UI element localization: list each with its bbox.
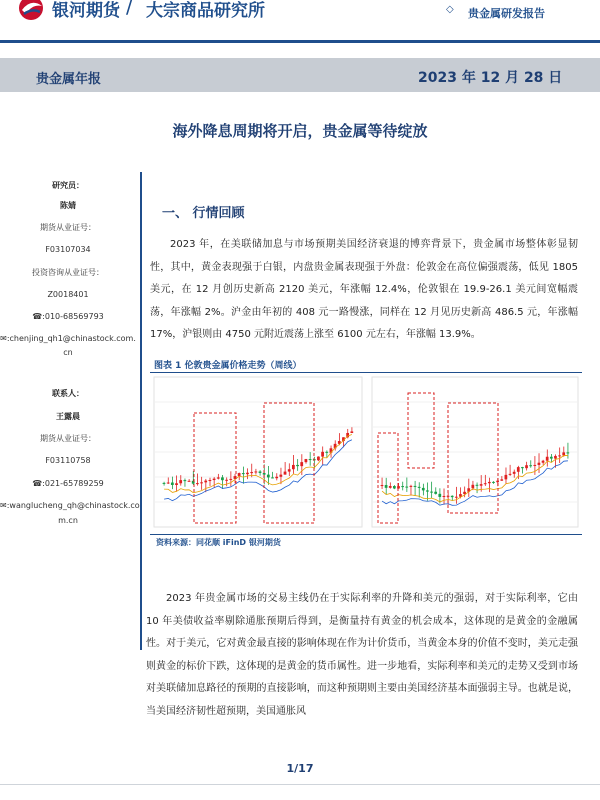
candle-body <box>238 473 241 476</box>
candle-body <box>221 477 224 480</box>
candle-body <box>179 480 182 483</box>
candle-body <box>275 477 278 478</box>
candle-body <box>533 465 536 466</box>
figure-source: 资料来源：同花顺 iFinD 银河期货 <box>156 538 281 547</box>
candle-body <box>317 457 320 461</box>
candle-body <box>213 479 216 480</box>
candle-body <box>217 477 220 478</box>
contact-name: 王露晨 <box>56 412 80 421</box>
report-date: 2023 年 12 月 28 日 <box>418 70 563 86</box>
candle-body <box>546 457 549 461</box>
candle-body <box>542 461 545 463</box>
candle-body <box>309 459 312 460</box>
footer-rule <box>0 784 600 785</box>
candle-body <box>325 452 328 453</box>
advisory-cert-label: 投资咨询从业证号： <box>32 268 104 277</box>
candle-body <box>401 486 404 487</box>
candle-body <box>509 474 512 475</box>
candle-body <box>389 486 392 488</box>
candle-body <box>443 496 446 497</box>
candle-body <box>385 485 388 488</box>
report-type: 贵金属研发报告 <box>468 7 545 20</box>
figure-bottom-rule <box>150 534 582 535</box>
candle-body <box>566 452 569 453</box>
candle-body <box>292 465 295 469</box>
paragraph-market-review: 2023 年，在美联储加息与市场预期美国经济衰退的博弈背景下，贵金属市场整体彰显韧性，其中，黄金表现强于白银，内盘贵金属表现强于外盘：伦敦金在高位偏强震荡，低见 1805 美元，在 12 月创历史新高 2120 美元，年涨幅 12.4%，伦敦银在 19.9-26.1 美元间宽幅震荡，年涨幅 2%。沪金由年初的 408 元一路慢涨，同样在 12 月见历史新高 486.5 元，年涨幅 17%，沪银则由 4750 元附近震荡上涨至 6100 元左右，年涨幅 13.9%。 <box>150 239 578 340</box>
figure-caption: 图表 1 伦敦贵金属价格走势（周线） <box>154 361 302 371</box>
candle-body <box>484 483 487 484</box>
section-heading: 一、 行情回顾 <box>162 206 245 221</box>
candle-body <box>163 483 166 484</box>
candle-body <box>279 475 282 477</box>
candle-body <box>410 486 413 487</box>
company-logo-icon <box>16 0 46 22</box>
candle-body <box>414 486 417 487</box>
candle-body <box>350 431 353 433</box>
futures-cert: F03107034 <box>45 245 91 254</box>
company-name: 银河期货 <box>52 1 120 21</box>
candle-body <box>521 467 524 468</box>
advisory-cert: Z0018401 <box>47 290 89 299</box>
candle-body <box>418 487 421 488</box>
candle-body <box>422 488 425 491</box>
candle-body <box>500 479 503 480</box>
contact-email[interactable]: ✉:wanglucheng_qh@chinastock.co <box>0 501 140 510</box>
candle-body <box>476 485 479 486</box>
candle-body <box>451 496 454 497</box>
candle-body <box>200 482 203 483</box>
candle-body <box>438 494 441 497</box>
paragraph-drivers: 2023 年贵金属市场的交易主线仍在于实际利率的升降和美元的强弱，对于实际利率，它由 10 年美债收益率剔除通胀预期后得到，是衡量持有黄金的机会成本，这体现的是黄金的金融属性。对于美元，它对黄金最直接的影响体现在作为计价货币，当黄金本身的价值不变时，美元走强则黄金的标价下跌，这体现的是黄金的货币属性。进一步地看，实际利率和美元的走势又受到市场对美联储加息路径的预期的直接影响，而这种预期则主要由美国经济基本面强弱主导。也就是说，当美国经济韧性超预期，美国通胀风 <box>146 593 578 717</box>
candle-body <box>204 481 207 483</box>
candle-body <box>471 485 474 488</box>
candle-body <box>381 485 384 486</box>
candle-body <box>550 457 553 459</box>
candle-body <box>229 479 232 480</box>
candle-body <box>209 480 212 481</box>
candle-body <box>288 469 291 471</box>
page-number: 1/17 <box>286 762 314 775</box>
candle-body <box>480 484 483 486</box>
contact-cert: F03110758 <box>45 456 91 465</box>
candle-body <box>246 473 249 474</box>
candle-body <box>300 462 303 466</box>
candle-body <box>513 472 516 474</box>
candle-body <box>558 455 561 456</box>
candle-body <box>538 463 541 465</box>
contact-email-cont[interactable]: m.cn <box>58 516 78 525</box>
candle-body <box>296 465 299 466</box>
researcher-email-cont[interactable]: cn <box>63 348 73 357</box>
candle-body <box>263 473 266 475</box>
candle-body <box>562 452 565 455</box>
candle-body <box>183 480 186 481</box>
researcher-label: 研究员： <box>52 181 84 190</box>
candle-body <box>488 482 491 483</box>
candle-body <box>284 472 287 475</box>
price-chart <box>150 373 582 533</box>
candle-body <box>259 471 262 473</box>
candle-body <box>393 486 396 488</box>
candle-body <box>171 483 174 485</box>
candle-body <box>492 482 495 483</box>
candle-body <box>525 465 528 468</box>
candle-body <box>267 475 270 478</box>
candle-body <box>434 492 437 494</box>
researcher-phone: ☎:010-68569793 <box>32 312 104 321</box>
candle-body <box>505 475 508 479</box>
candle-body <box>167 483 170 484</box>
candle-body <box>254 471 257 472</box>
candle-body <box>225 480 228 481</box>
header-divider: / <box>126 0 133 18</box>
contact-phone: ☎:021-65789259 <box>32 479 104 488</box>
candle-body <box>430 492 433 493</box>
report-header <box>0 0 600 36</box>
candle-body <box>175 483 178 485</box>
candle-body <box>529 465 532 466</box>
candle-body <box>305 459 308 462</box>
sidebar-divider <box>140 172 142 650</box>
researcher-email[interactable]: ✉:chenjing_qh1@chinastock.com. <box>0 334 136 343</box>
document-title: 海外降息周期将开启，贵金属等待绽放 <box>172 122 428 140</box>
candle-body <box>426 490 429 491</box>
report-category: 贵金属年报 <box>36 72 102 87</box>
candle-body <box>405 487 408 488</box>
candle-body <box>242 473 245 474</box>
futures-cert-label: 期货从业证号： <box>40 223 96 232</box>
candle-body <box>554 456 557 459</box>
candle-body <box>196 483 199 484</box>
candle-body <box>517 467 520 472</box>
candle-body <box>271 477 274 478</box>
candle-body <box>188 481 191 482</box>
institute-name: 大宗商品研究所 <box>146 1 265 21</box>
contact-label: 联系人： <box>52 389 84 398</box>
candle-body <box>455 497 458 498</box>
diamond-icon: ◇ <box>446 4 454 15</box>
candle-body <box>321 452 324 457</box>
contact-cert-label: 期货从业证号： <box>40 434 96 443</box>
researcher-name: 陈婧 <box>60 201 76 210</box>
candle-body <box>250 472 253 473</box>
header-rule <box>0 40 600 43</box>
